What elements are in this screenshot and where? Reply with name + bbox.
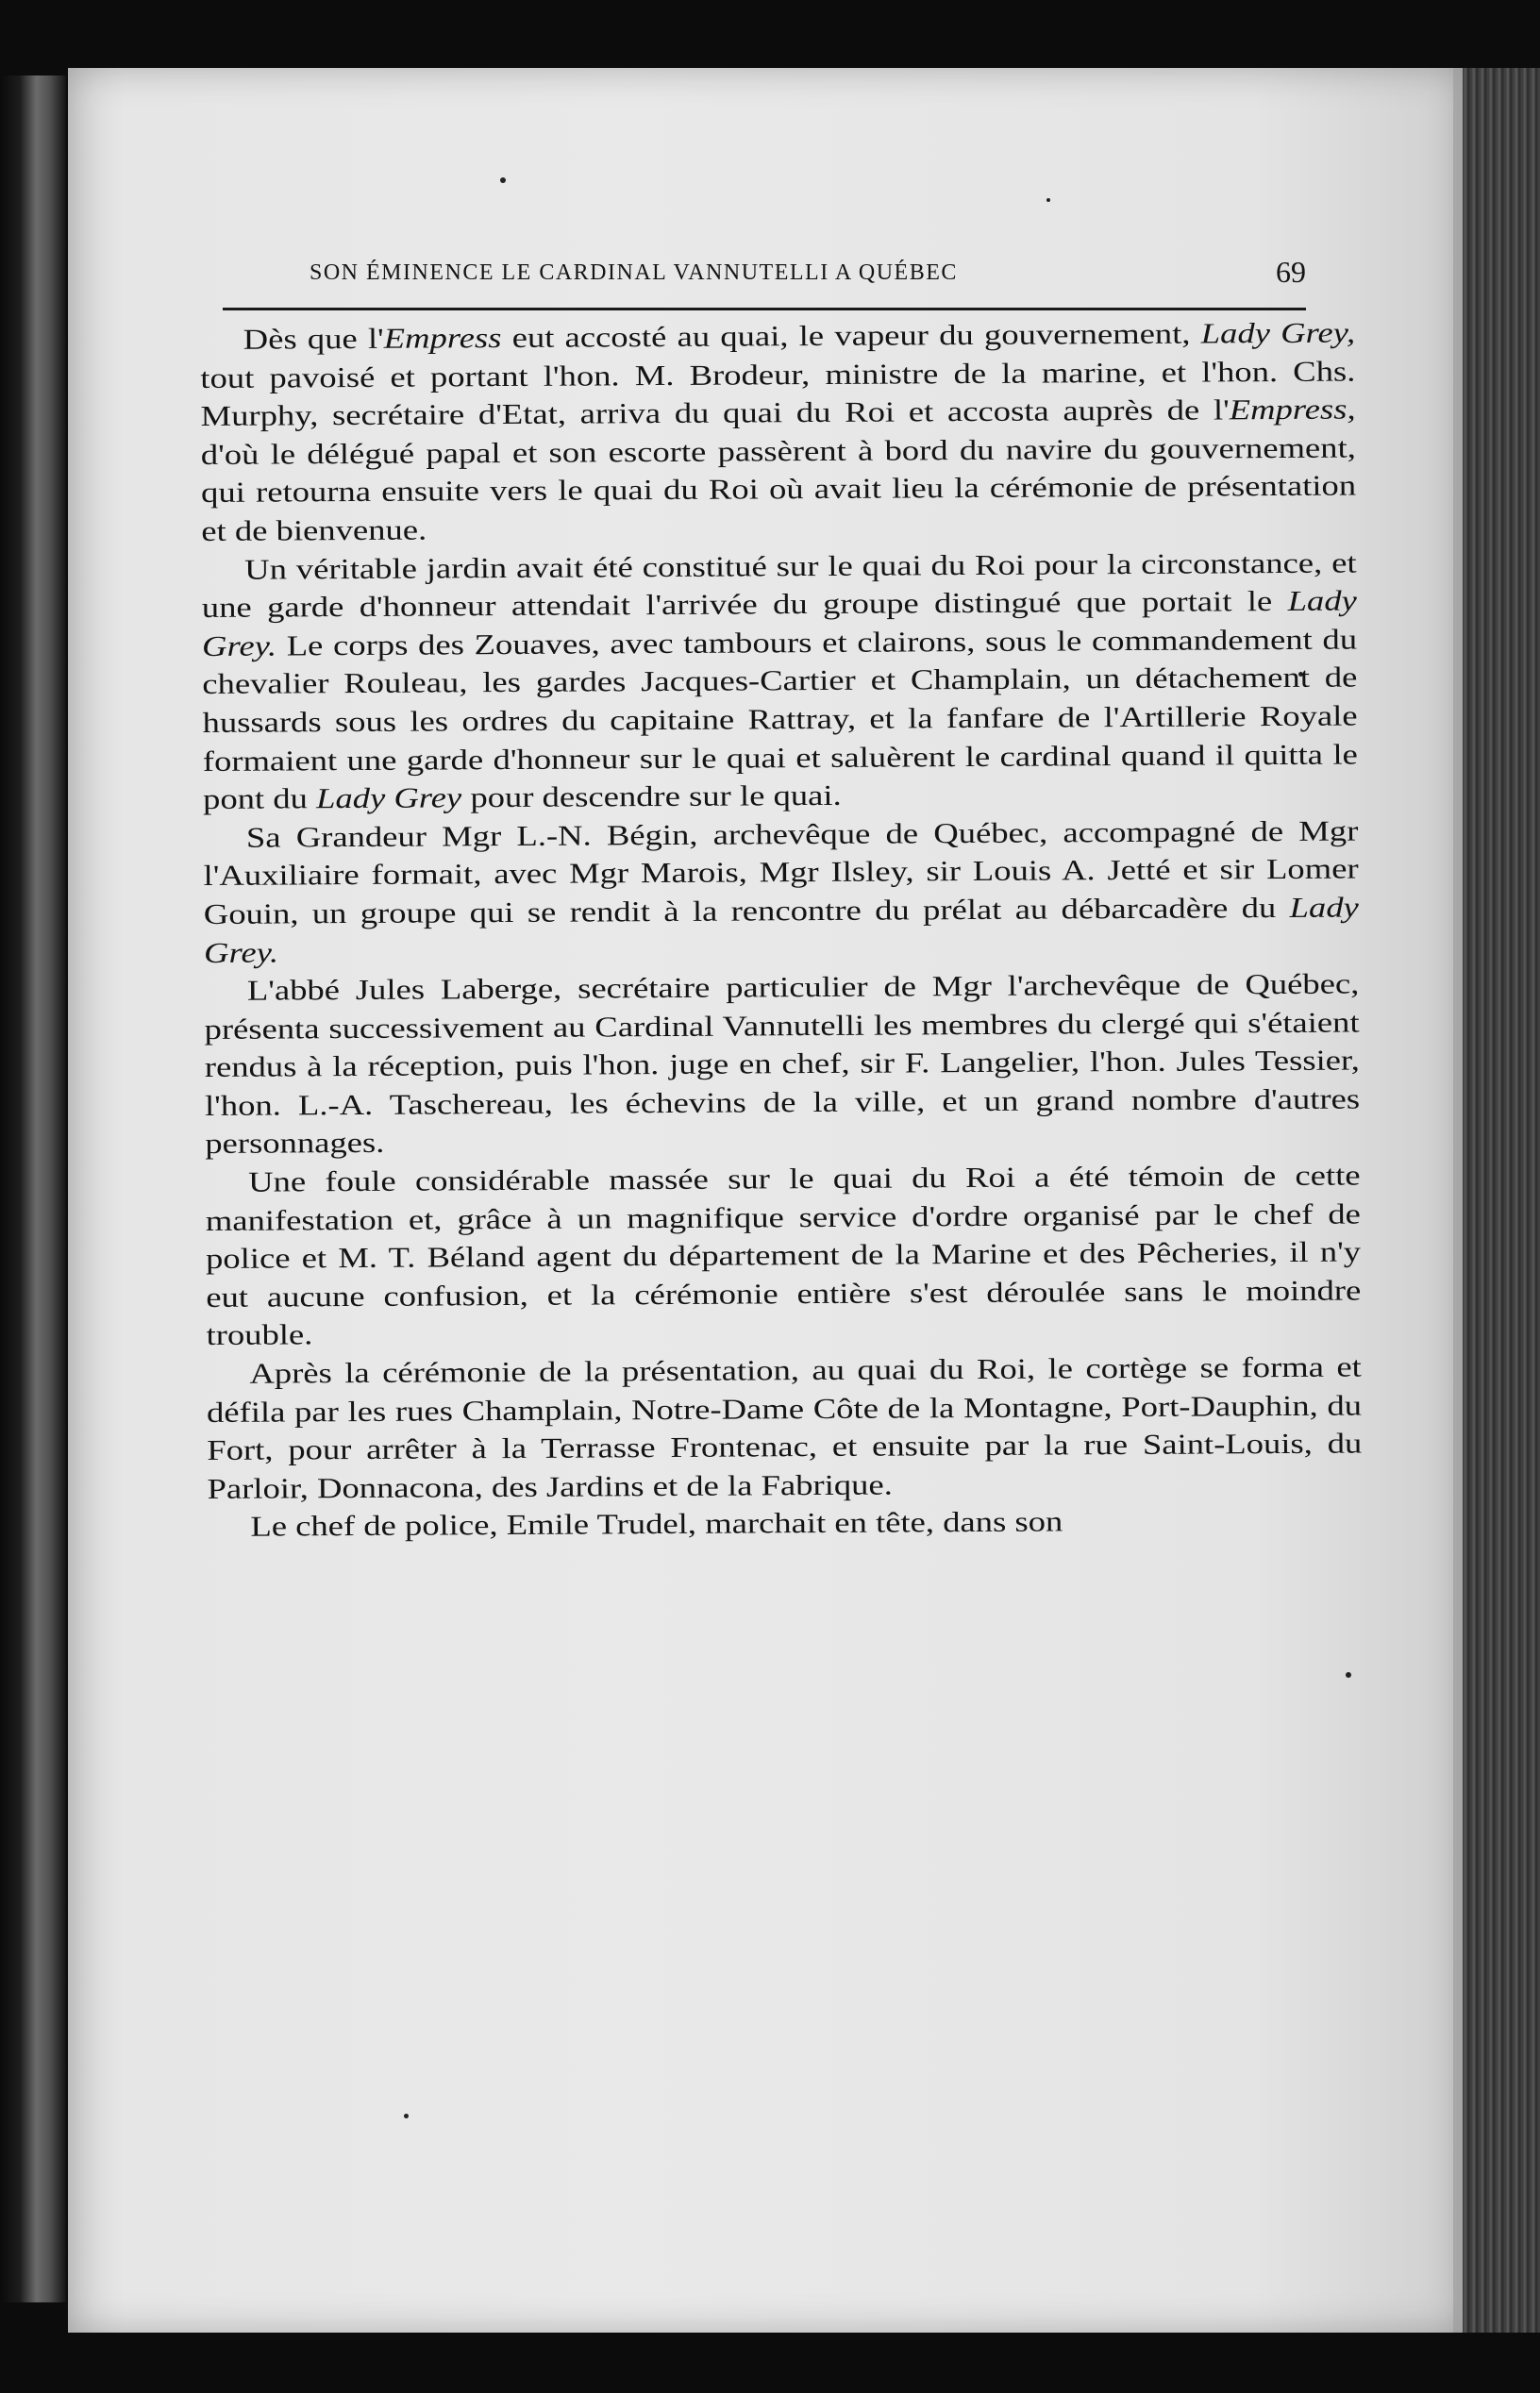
header-rule <box>223 308 1306 310</box>
italic-ship-name: Empress, <box>1229 393 1356 427</box>
paragraph-text: Dès que l' <box>243 322 384 356</box>
italic-ship-name: Lady Grey <box>315 781 462 815</box>
scan-speck <box>500 177 506 183</box>
paragraph-text: Le corps des Zouaves, avec tambours et clairons, sous le commandement du chevalier Rouleau, les gardes Jacques-Cartier et Champlain, un détachement de hussards sous les ordres du capitaine Rattray, et la fanfare de l'Artillerie Royale formaient une garde d'honneur sur le quai et saluèrent le cardinal quand il quitta le pont du <box>202 623 1358 816</box>
running-title: SON ÉMINENCE LE CARDINAL VANNUTELLI A QUÉBEC <box>310 260 958 285</box>
italic-ship-name: Lady Grey. <box>202 584 1357 662</box>
italic-ship-name: Lady Grey, <box>1200 316 1356 350</box>
italic-ship-name: Lady Grey. <box>203 891 1359 969</box>
paragraph-text: eut accosté au quai, le vapeur du gouvernement, <box>501 317 1201 355</box>
scan-speck <box>404 2114 409 2118</box>
paragraph-text: Un véritable jardin avait été constitué sur le quai du Roi pour la circonstance, et une garde d'honneur attendait l'arrivée du groupe distingué que portait le <box>201 546 1357 625</box>
page-number: 69 <box>1276 255 1306 289</box>
paragraph-2 <box>201 544 1358 819</box>
italic-ship-name: Empress <box>383 322 502 355</box>
scan-speck <box>1346 1672 1351 1678</box>
paragraph-3 <box>203 812 1359 972</box>
paragraph-text: Sa Grandeur Mgr L.-N. Bégin, archevêque de Québec, accompagné de Mgr l'Auxiliaire formait, avec Mgr Marois, Mgr Ilsley, sir Louis A. Jetté et sir Lomer Gouin, un groupe qui se rendit à la rencontre du prélat au débarcadère du <box>203 814 1359 930</box>
scan-speck <box>1046 198 1050 202</box>
left-page-edge <box>0 75 66 2302</box>
paragraph-4: L'abbé Jules Laberge, secrétaire particulier de Mgr l'archevêque de Québec, présenta successivement au Cardinal Vannutelli les membres du clergé qui s'étaient rendus à la réception, puis l'hon. juge en chef, sir F. Langelier, l'hon. Jules Tessier, l'hon. L.-A. Taschereau, les échevins de la ville, et un grand nombre d'autres personnages. <box>204 967 1361 1161</box>
paragraph-1 <box>200 314 1356 551</box>
page-stack-edges <box>1463 68 1540 2333</box>
paragraph-text: d'où le délégué papal et son escorte passèrent à bord du navire du gouvernement, qui retourna ensuite vers le quai du Roi où avait lieu la cérémonie de présentation et de bienvenue. <box>200 431 1357 547</box>
running-head <box>223 255 1306 296</box>
body-text <box>200 314 1363 1547</box>
paragraph-text: pour descendre sur le quai. <box>461 778 842 814</box>
paragraph-7: Le chef de police, Emile Trudel, marchait en tête, dans son <box>250 1505 1063 1544</box>
paragraph-text: tout pavoisé et portant l'hon. M. Brodeur, ministre de la marine, et l'hon. Chs. Murphy, secrétaire d'Etat, arriva du quai du Roi et accosta auprès de l' <box>200 355 1356 433</box>
paragraph-5: Une foule considérable massée sur le quai du Roi a été témoin de cette manifestation et, grâce à un magnifique service d'ordre organisé par le chef de police et M. T. Béland agent du département de la Marine et des Pêcheries, il n'y eut aucune confusion, et la cérémonie entière s'est déroulée sans le moindre trouble. <box>205 1159 1362 1352</box>
paragraph-6: Après la cérémonie de la présentation, au quai du Roi, le cortège se forma et défila par les rues Champlain, Notre-Dame Côte de la Montagne, Port-Dauphin, du Fort, pour arrêter à la Terrasse Frontenac, et ensuite par la rue Saint-Louis, du Parloir, Donnacona, des Jardins et de la Fabrique. <box>206 1350 1363 1505</box>
